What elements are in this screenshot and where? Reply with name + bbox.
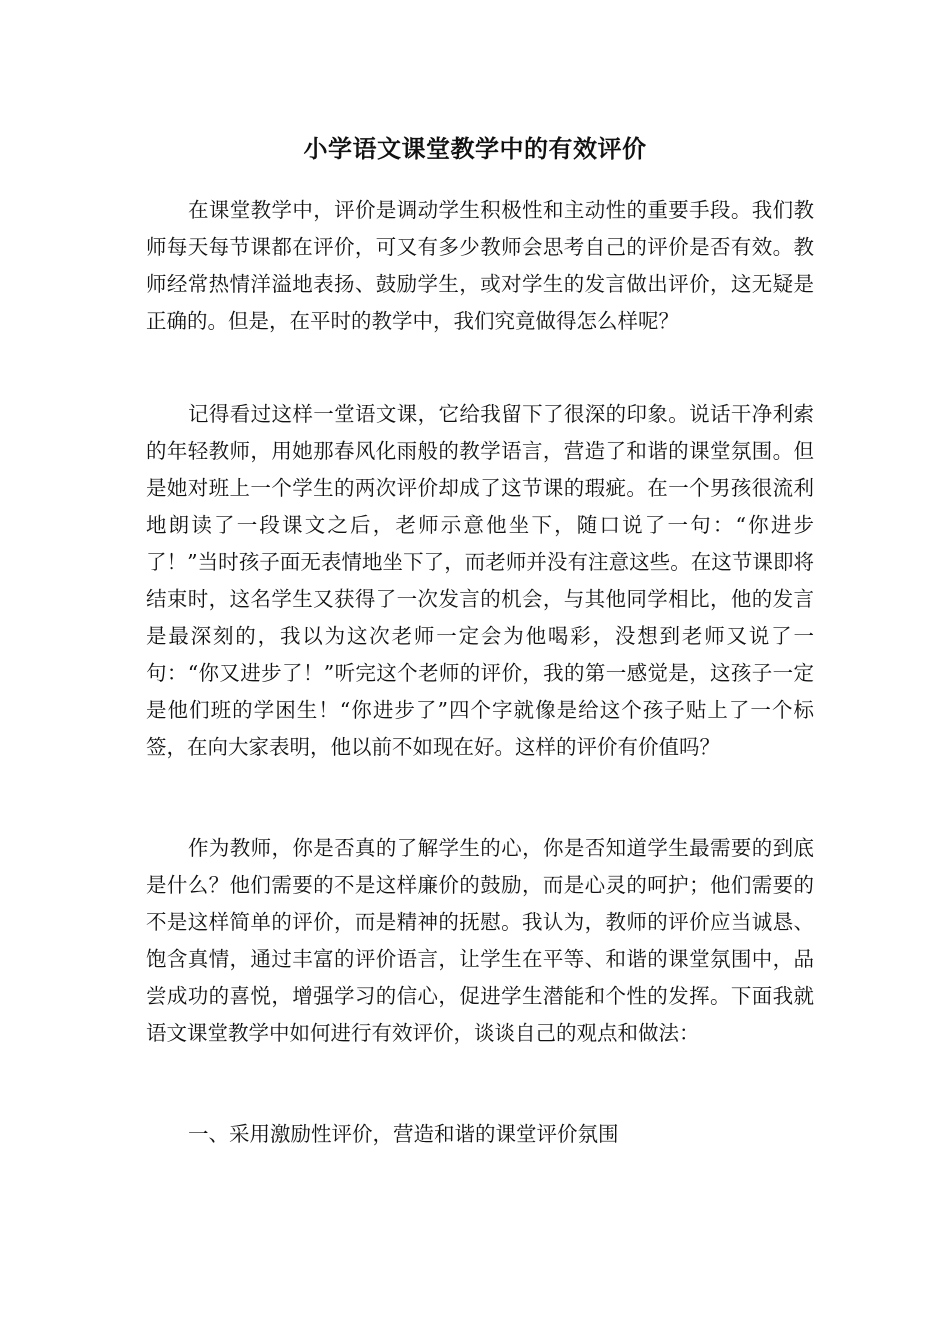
paragraph-viewpoint: 作为教师，你是否真的了解学生的心，你是否知道学生最需要的到底是什么？他们需要的不是这样廉价的鼓励，而是心灵的呵护；他们需要的不是这样简单的评价，而是精神的抚慰。我认为，教师的评价应当诚恳、饱含真情，通过丰富的评价语言，让学生在平等、和谐的课堂氛围中，品尝成功的喜悦，增强学习的信心，促进学生潜能和个性的发挥。下面我就语文课堂教学中如何进行有效评价，谈谈自己的观点和做法： — [146, 836, 814, 1045]
section-heading-1: 一、采用激励性评价，营造和谐的课堂评价氛围 — [188, 1122, 619, 1146]
paragraph-anecdote: 记得看过这样一堂语文课，它给我留下了很深的印象。说话干净利索的年轻教师，用她那春风化雨般的教学语言，营造了和谐的课堂氛围。但是她对班上一个学生的两次评价却成了这节课的瑕疵。在一个男孩很流利地朗读了一段课文之后，老师示意他坐下，随口说了一句：“你进步了！”当时孩子面无表情地坐下了，而老师并没有注意这些。在这节课即将结束时，这名学生又获得了一次发言的机会，与其他同学相比，他的发言是最深刻的，我以为这次老师一定会为他喝彩，没想到老师又说了一句：“你又进步了！”听完这个老师的评价，我的第一感觉是，这孩子一定是他们班的学困生！“你进步了”四个字就像是给这个孩子贴上了一个标签，在向大家表明，他以前不如现在好。这样的评价有价值吗？ — [146, 402, 814, 759]
document-title: 小学语文课堂教学中的有效评价 — [303, 134, 647, 163]
paragraph-intro: 在课堂教学中，评价是调动学生积极性和主动性的重要手段。我们教师每天每节课都在评价，可又有多少教师会思考自己的评价是否有效。教师经常热情洋溢地表扬、鼓励学生，或对学生的发言做出评价，这无疑是正确的。但是，在平时的教学中，我们究竟做得怎么样呢？ — [146, 198, 814, 333]
